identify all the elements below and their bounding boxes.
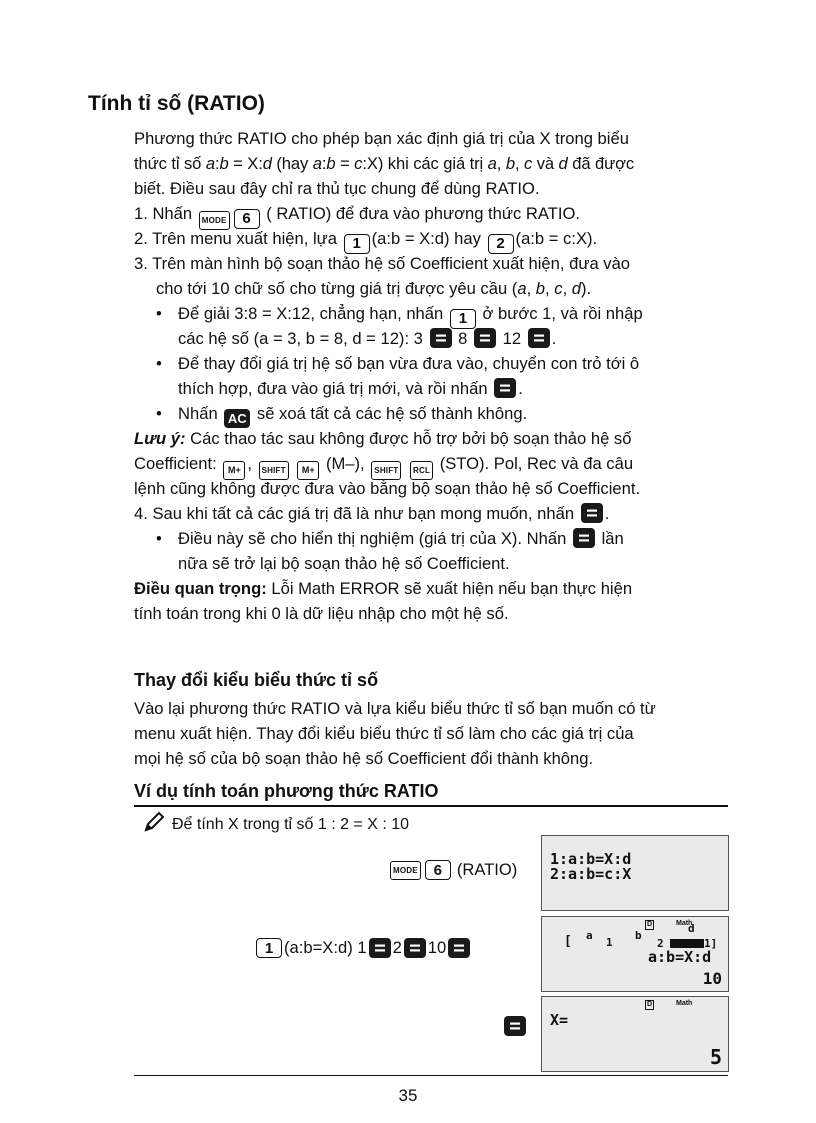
- bullet-4-line-1: • Điều này sẽ cho hiển thị nghiệm (giá trị của X). Nhấn lần: [134, 526, 728, 551]
- math-indicator: Math: [676, 1000, 693, 1007]
- key-6-icon: 6: [425, 860, 451, 880]
- coefficient-bracket: [: [564, 934, 572, 949]
- intro-line-2: thức tỉ số a:b = X:d (hay a:b = c:X) khi các giá trị a, b, c và d đã được: [134, 154, 635, 173]
- degree-indicator: D: [647, 921, 653, 928]
- intro-line-1: Phương thức RATIO cho phép bạn xác định giá trị của X trong biểu: [134, 129, 629, 148]
- bullet-2-line-1: • Để thay đổi giá trị hệ số bạn vừa đưa vào, chuyển con trỏ tới ô: [134, 351, 728, 376]
- step-1: 1. Nhấn MODE 6 ( RATIO) để đưa vào phương thức RATIO.: [134, 201, 728, 226]
- input-value: 10: [702, 969, 722, 988]
- example-row-3-keys: [502, 1016, 528, 1036]
- step-4: 4. Sau khi tất cả các giá trị đã là như bạn mong muốn, nhấn .: [134, 504, 610, 523]
- equals-key-icon: [474, 328, 496, 348]
- section-2-line-3: mọi hệ số của bộ soạn thảo hệ số Coefficient đổi thành không.: [134, 749, 594, 768]
- equals-key-icon: [494, 378, 516, 398]
- bullet-icon: •: [156, 404, 162, 423]
- section-2-line-1: Vào lại phương thức RATIO và lựa kiểu biểu thức tỉ số bạn muốn có từ: [134, 699, 656, 718]
- key-1-icon: 1: [344, 234, 370, 254]
- math-indicator: Math: [676, 920, 693, 927]
- equals-key-icon: [430, 328, 452, 348]
- equals-key-icon: [404, 938, 426, 958]
- page-title: Tính tỉ số (RATIO): [88, 92, 265, 115]
- important-line-2: tính toán trong khi 0 là dữ liệu nhập cho một hệ số.: [134, 604, 509, 623]
- calculator-screen-1: [541, 835, 729, 911]
- menu-option-1: 1:a:b=X:d: [550, 850, 632, 868]
- bullet-icon: •: [156, 354, 162, 373]
- step-3-line-1: 3. Trên màn hình bộ soạn thảo hệ số Coefficient xuất hiện, đưa vào: [134, 254, 631, 273]
- calculator-screen-2: [541, 916, 729, 992]
- shift-key-icon: SHIFT: [259, 461, 289, 480]
- ratio-body: [134, 126, 728, 626]
- note-line-3: lệnh cũng không được đưa vào bằng bộ soạn thảo hệ số Coefficient.: [134, 479, 641, 498]
- cell-end-bracket: 1]: [704, 937, 718, 950]
- key-1-icon: 1: [256, 938, 282, 958]
- section-heading-change-ratio: Thay đổi kiểu biểu thức tỉ số: [134, 670, 379, 690]
- cell-a-value: 1: [606, 936, 613, 949]
- shift-key-icon: SHIFT: [371, 461, 401, 480]
- equals-key-icon: [573, 528, 595, 548]
- mode-key-icon: MODE: [390, 861, 421, 880]
- m-plus-key-icon: M+: [223, 461, 245, 480]
- bullet-4-line-2: nữa sẽ trở lại bộ soạn thảo hệ số Coefficient.: [178, 554, 510, 573]
- result-label: X=: [550, 1011, 569, 1029]
- example-row-1-keys: MODE 6 (RATIO): [388, 860, 517, 880]
- bullet-3: • Nhấn AC sẽ xoá tất cả các hệ số thành không.: [134, 401, 728, 426]
- header-a: a: [586, 929, 593, 942]
- bullet-icon: •: [156, 304, 162, 323]
- degree-indicator: D: [647, 1001, 653, 1008]
- header-b: b: [635, 929, 642, 942]
- footer-rule: [134, 1075, 728, 1076]
- bullet-2-line-2: thích hợp, đưa vào giá trị mới, và rồi nhấn .: [178, 379, 523, 398]
- m-plus-key-icon: M+: [297, 461, 319, 480]
- section-2-line-2: menu xuất hiện. Thay đổi kiểu biểu thức tỉ số làm cho các giá trị của: [134, 724, 634, 743]
- bullet-1-line-1: • Để giải 3:8 = X:12, chẳng hạn, nhấn 1 ở bước 1, và rồi nhập: [134, 301, 728, 326]
- page-number: 35: [398, 1086, 418, 1105]
- example-row-2-keys: 1 (a:b=X:d) 1 2 10: [254, 938, 472, 958]
- intro-line-3: biết. Điều sau đây chỉ ra thủ tục chung để dùng RATIO.: [134, 179, 540, 198]
- ratio-expression: a:b=X:d: [648, 948, 712, 966]
- key-1-icon: 1: [450, 309, 476, 329]
- section-2-body: [134, 696, 728, 771]
- bullet-1-line-2: các hệ số (a = 3, b = 8, d = 12): 3 8 12 .: [178, 329, 557, 348]
- equals-key-icon: [581, 503, 603, 523]
- step-2: 2. Trên menu xuất hiện, lựa 1 (a:b = X:d) hay 2 (a:b = c:X).: [134, 229, 598, 252]
- result-value: 5: [709, 1045, 722, 1069]
- mode-key-icon: MODE: [199, 211, 230, 230]
- example-top-rule: [134, 805, 728, 807]
- important-line-1: Điều quan trọng: Lỗi Math ERROR sẽ xuất hiện nếu bạn thực hiện: [134, 579, 633, 598]
- menu-option-2: 2:a:b=c:X: [550, 865, 632, 883]
- equals-key-icon: [448, 938, 470, 958]
- rcl-key-icon: RCL: [410, 461, 433, 480]
- key-6-icon: 6: [234, 209, 260, 229]
- header-d: d: [688, 922, 695, 935]
- bullet-icon: •: [156, 529, 162, 548]
- ac-key-icon: AC: [224, 409, 250, 428]
- equals-key-icon: [504, 1016, 526, 1036]
- note-line-2: Coefficient: M+ , SHIFT M+ (M–), SHIFT RCL (STO). Pol, Rec và đa câu: [134, 451, 728, 476]
- cell-b-value: 2: [657, 937, 664, 950]
- example-task: Để tính X trong tỉ số 1 : 2 = X : 10: [142, 810, 409, 839]
- calculator-screen-3: [541, 996, 729, 1072]
- note-line-1: Lưu ý: Các thao tác sau không được hỗ trợ bởi bộ soạn thảo hệ số: [134, 429, 632, 448]
- equals-key-icon: [528, 328, 550, 348]
- key-2-icon: 2: [488, 234, 514, 254]
- example-heading: Ví dụ tính toán phương thức RATIO: [134, 781, 439, 801]
- pencil-icon: [142, 810, 172, 839]
- equals-key-icon: [369, 938, 391, 958]
- cursor-cell: [670, 939, 704, 948]
- step-3-line-2: cho tới 10 chữ số cho từng giá trị được yêu cầu (a, b, c, d).: [156, 279, 592, 298]
